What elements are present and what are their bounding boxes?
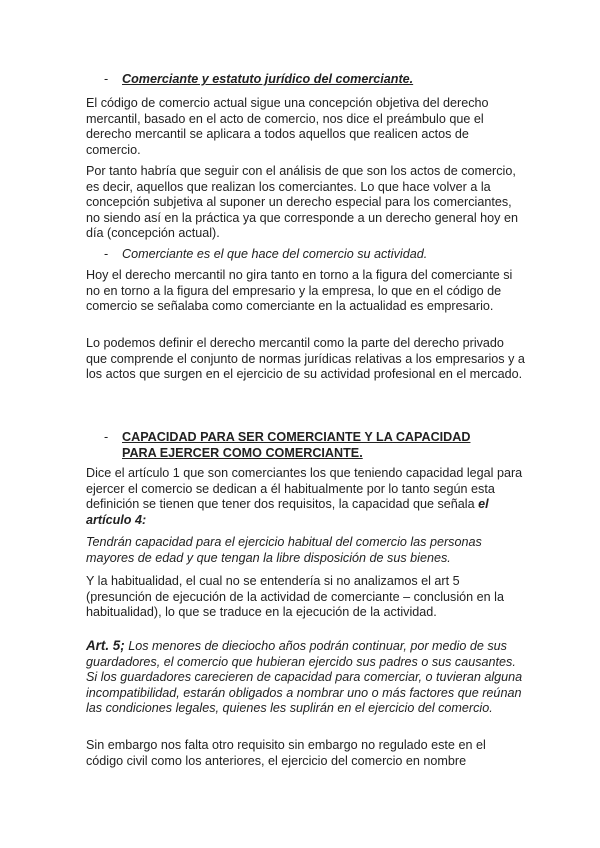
paragraph: Sin embargo nos falta otro requisito sin embargo no regulado este en el código civil como los anteriores, el ejercicio del comercio en nombre — [86, 738, 486, 768]
article-text: Los menores de dieciocho años podrán continuar, por medio de sus guardadores, el comercio que hubieran ejercido sus padres o sus causantes. Si los guardadores carecieren de capacidad para comerciar, o tuvieran alguna incompatibilidad, estarán obligados a nombrar uno o más factores que reúnan las condiciones legales, quienes les suplirán en el ejercicio del comercio. — [86, 639, 523, 716]
paragraph — [86, 466, 526, 528]
paragraph: Lo podemos definir el derecho mercantil como la parte del derecho privado que comprende el conjunto de normas jurídicas relativas a los empresarios y a los actos que surgen en el ejercicio de su actividad profesional en el mercado. — [86, 336, 525, 382]
section-bullet: - — [104, 72, 109, 86]
article-reference: el artículo 4: — [86, 497, 489, 527]
article-label: Art. 5; — [86, 638, 125, 653]
article-quote — [86, 638, 526, 717]
list-bullet: - — [104, 247, 109, 261]
section-heading: Comerciante y estatuto jurídico del comerciante. — [122, 72, 414, 86]
list-item: Comerciante es el que hace del comercio su actividad. — [122, 247, 428, 261]
paragraph: Hoy el derecho mercantil no gira tanto en torno a la figura del comerciante si no en torno a la figura del empresario y la empresa, lo que en el código de comercio se señalaba como comerciante en la actualidad es empresario. — [86, 268, 513, 314]
section-heading: CAPACIDAD PARA SER COMERCIANTE Y LA CAPACIDAD PARA EJERCER COMO COMERCIANTE. — [122, 430, 471, 460]
paragraph-text: Dice el artículo 1 que son comerciantes los que teniendo capacidad legal para ejercer el comercio se dedican a él habitualmente por lo tanto según esta definición se tienen que tener dos requisitos, la capacidad que señala — [86, 466, 523, 512]
paragraph: Y la habitualidad, el cual no se entendería si no analizamos el art 5 (presunción de ejecución de la actividad de comerciante – conclusión en la habitualidad), lo que se traduce en la ejecución de la actividad. — [86, 574, 504, 620]
paragraph: Por tanto habría que seguir con el análisis de que son los actos de comercio, es decir, aquellos que realizan los comerciantes. Lo que hace volver a la concepción subjetiva al suponer un derecho especial para los comerciantes, no siendo así en la práctica ya que corresponde a un derecho general hoy en día (concepción actual). — [86, 164, 518, 241]
section-bullet: - — [104, 430, 109, 444]
paragraph: El código de comercio actual sigue una concepción objetiva del derecho mercantil, basado en el acto de comercio, nos dice el preámbulo que el derecho mercantil se aplicara a todos aquellos que realicen actos de comercio. — [86, 96, 489, 157]
article-quote: Tendrán capacidad para el ejercicio habitual del comercio las personas mayores de edad y que tengan la libre disposición de sus bienes. — [86, 535, 482, 565]
